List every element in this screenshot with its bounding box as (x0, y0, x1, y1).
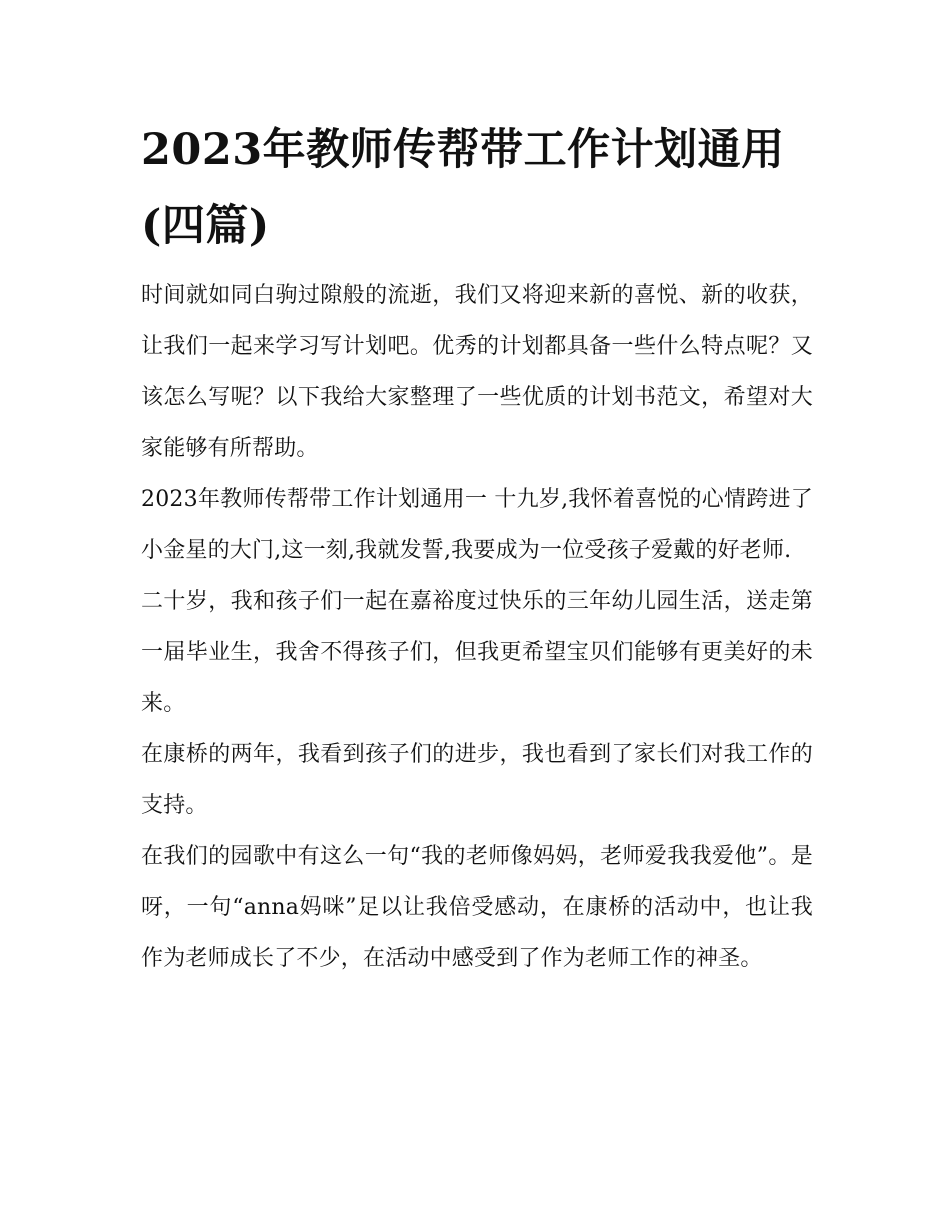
paragraph-age-nineteen: 2023年教师传帮带工作计划通用一 十九岁,我怀着喜悦的心情跨进了小金星的大门,这一刻,我就发誓,我要成为一位受孩子爱戴的好老师. (141, 487, 813, 563)
document-title: 2023年教师传帮带工作计划通用(四篇) (141, 125, 785, 251)
document-body (141, 112, 813, 984)
paragraph-kangqiao-years: 在康桥的两年，我看到孩子们的进步，我也看到了家长们对我工作的支持。 (141, 742, 813, 818)
paragraph-school-song: 在我们的园歌中有这么一句“我的老师像妈妈，老师爱我我爱他”。是呀，一句“anna妈咪”足以让我倍受感动，在康桥的活动中，也让我作为老师成长了不少，在活动中感受到了作为老师工作的神圣。 (141, 844, 813, 971)
intro-paragraph: 时间就如同白驹过隙般的流逝，我们又将迎来新的喜悦、新的收获，让我们一起来学习写计划吧。优秀的计划都具备一些什么特点呢？又该怎么写呢？以下我给大家整理了一些优质的计划书范文，希望对大家能够有所帮助。 (141, 283, 813, 461)
paragraph-age-twenty: 二十岁，我和孩子们一起在嘉裕度过快乐的三年幼儿园生活，送走第一届毕业生，我舍不得孩子们，但我更希望宝贝们能够有更美好的未来。 (141, 589, 813, 716)
